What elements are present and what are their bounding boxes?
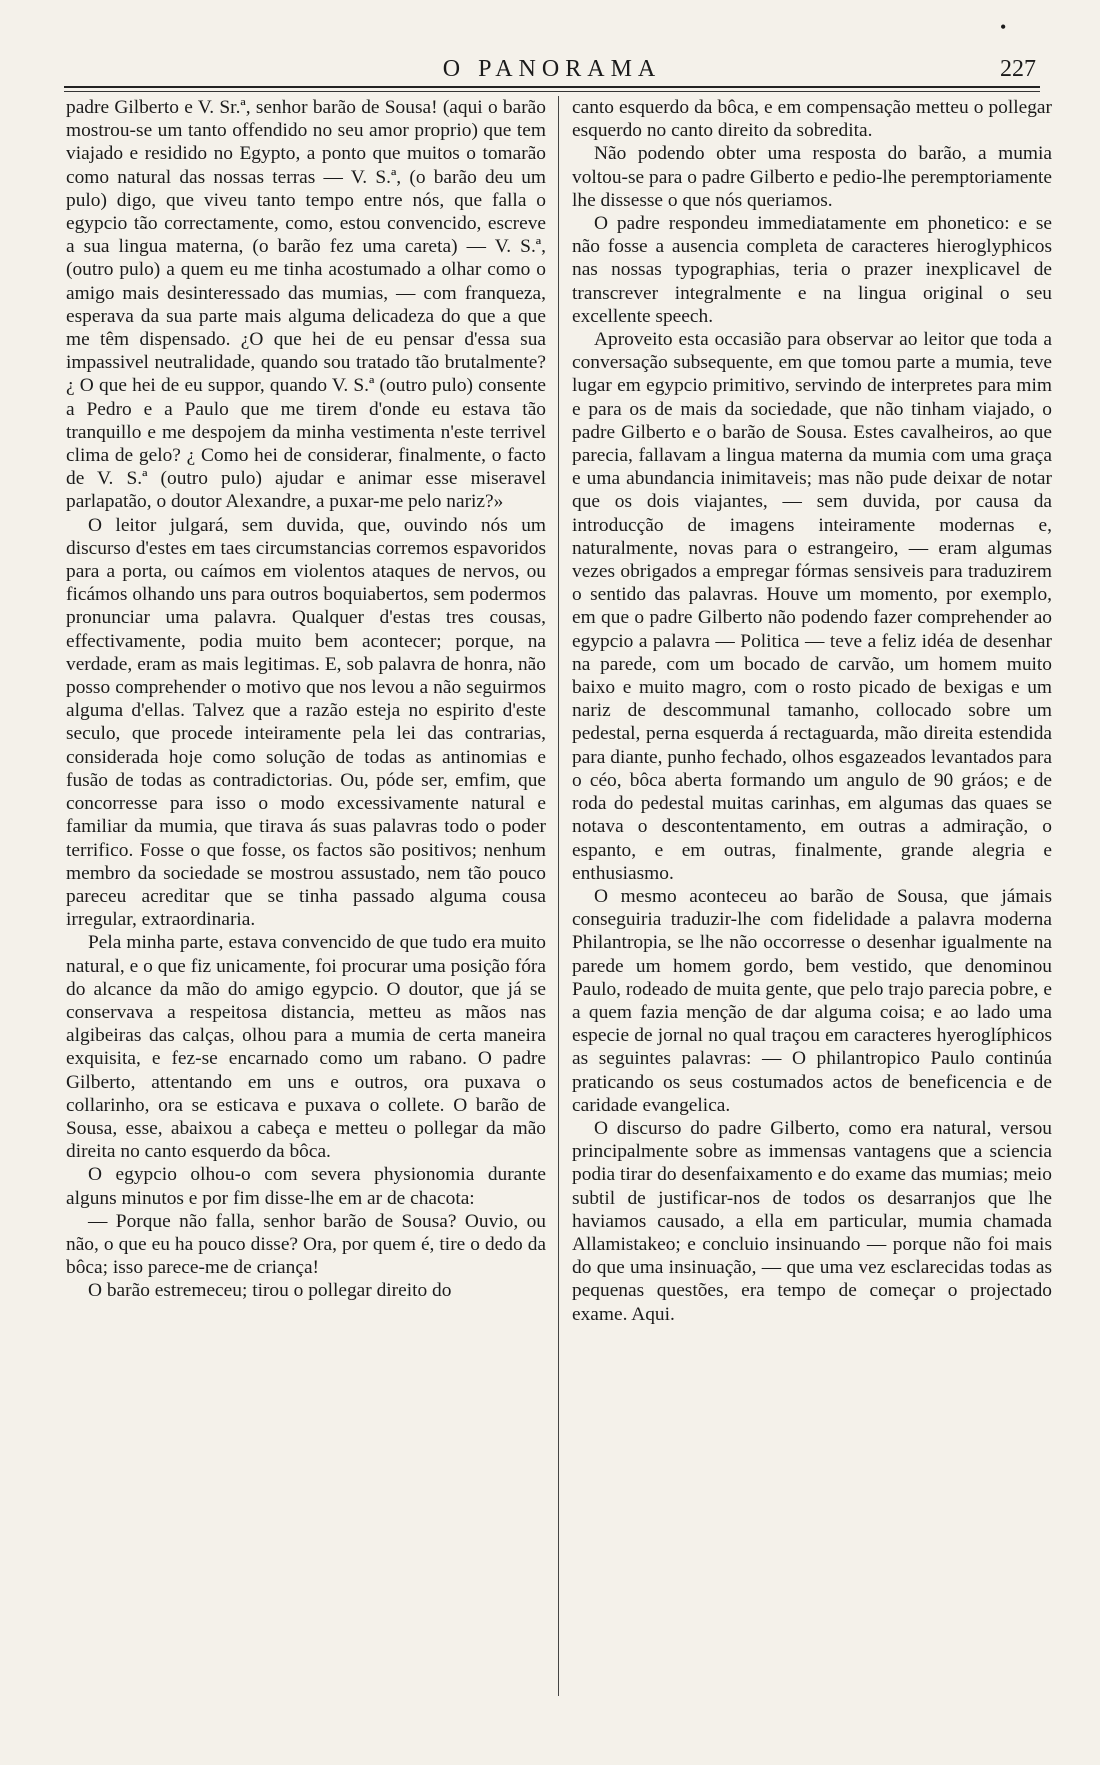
left-column [66, 96, 546, 1746]
page-header [64, 52, 1040, 86]
ink-dot: • [1000, 17, 1007, 37]
paragraph: Não podendo obter uma resposta do barão, a mumia voltou-se para o padre Gilberto e pedio-lhe peremptoriamente lhe dissesse o que nós queriamos. [572, 143, 1052, 211]
paragraph: O padre respondeu immediatamente em phonetico: e se não fosse a ausencia completa de caracteres hieroglyphicos nas nossas typographias, teria o prazer inexplicavel de transcrever integralmente e na lingua original o seu excellente speech. [572, 213, 1052, 327]
paragraph: O barão estremeceu; tirou o pollegar direito do [88, 1280, 452, 1302]
paragraph: padre Gilberto e V. Sr.ª, senhor barão de Sousa! (aqui o barão mostrou-se um tanto offendido no seu amor proprio) que tem viajado e residido no Egypto, a ponto que muitos o tomarão como natural das nossas terras — V. S.ª, (o barão deu um pulo) digo, que viveu tanto tempo entre nós, que falla o egypcio tão correctamente, como, estou convencido, escreve a sua lingua materna, (o barão fez uma careta) — V. S.ª, (outro pulo) a quem eu me tinha acostumado a olhar como o amigo mais desinteressado das mumias, — com franqueza, esperava da sua parte mais alguma delicadeza do que a que me têm dispensado. ¿O que hei de eu pensar d'essa sua impassivel neutralidade, quando sou tratado tão brutalmente? ¿ O que hei de eu suppor, quando V. S.ª (outro pulo) consente a Pedro e a Paulo que me tirem d'onde eu estava tão tranquillo e me despojem da minha vestimenta n'este terrivel clima de gelo? ¿ Como hei de considerar, finalmente, o facto de V. S.ª (outro pulo) ajudar e animar esse miseravel parlapatão, o doutor Alexandre, a puxar-me pelo nariz?» [66, 97, 546, 513]
header-rule [64, 86, 1040, 88]
paragraph: Pela minha parte, estava convencido de que tudo era muito natural, e o que fiz unicamente, foi procurar uma posição fóra do alcance da mão do amigo egypcio. O doutor, que já se conservava a respeitosa distancia, metteu as mãos nas algibeiras das calças, olhou para a mumia de certa maneira exquisita, e fez-se encarnado como um rabano. O padre Gilberto, attentando em uns e outros, ora puxava o collarinho, ora se esticava e puxava o collete. O barão de Sousa, esse, abaixou a cabeça e metteu o pollegar da mão direita no canto esquerdo da bôca. [66, 932, 546, 1163]
header-rule-thin [64, 91, 1040, 92]
paragraph: — Porque não falla, senhor barão de Sousa? Ouvio, ou não, o que eu ha pouco disse? Ora, por quem é, tire o dedo da bôca; isso parece-me de criança! [66, 1210, 546, 1279]
paragraph: O mesmo aconteceu ao barão de Sousa, que jámais conseguiria traduzir-lhe com fidelidade a palavra moderna Philantropia, se lhe não occorresse o desenhar igualmente na parede um homem gordo, bem vestido, que denominou Paulo, rodeado de muita gente, que pelo trajo parecia pobre, e a quem fazia menção de dar alguma coisa; e ao lado uma especie de jornal no qual traçou em caracteres hyeroglíphicos as seguintes palavras: — O philantropico Paulo continúa praticando os seus costumados actos de beneficencia e de caridade evangelica. [572, 885, 1052, 1116]
right-column [572, 96, 1052, 1746]
paragraph: Aproveito esta occasião para observar ao leitor que toda a conversação subsequente, em que tomou parte a mumia, teve lugar em egypcio primitivo, servindo de interpretes para mim e para os de mais da sociedade, que não tinham viajado, o padre Gilberto e o barão de Sousa. Estes cavalheiros, ao que parecia, fallavam a lingua materna da mumia com uma graça e uma abundancia inimitaveis; mas não pude deixar de notar que os dois viajantes, — sem duvida, por causa da introducção de imagens inteiramente modernas e, naturalmente, novas para o estrangeiro, — eram algumas vezes obrigados a empregar fórmas sensiveis para traduzirem o sentido das palavras. Houve um momento, por exemplo, em que o padre Gilberto não podendo fazer comprehender ao egypcio a palavra — Politica — teve a feliz idéa de desenhar na parede, com um bocado de carvão, um homem muito baixo e muito magro, com o rosto picado de bexigas e um nariz de descommunal tamanho, collocado sobre um pedestal, perna esquerda á rectaguarda, mão direita estendida para diante, punho fechado, olhos esgazeados levantados para o céo, bôca aberta formando um angulo de 90 gráos; e de roda do pedestal muitas carinhas, em algumas das quaes se notava o descontentamento, em outras a admiração, o espanto, e em outras, finalmente, grande alegria e enthusiasmo. [572, 329, 1052, 884]
paragraph: O egypcio olhou-o com severa physionomia durante alguns minutos e por fim disse-lhe em ar de chacota: [66, 1164, 546, 1209]
column-divider [558, 96, 559, 1696]
paragraph: O leitor julgará, sem duvida, que, ouvindo nós um discurso d'estes em taes circumstancias corremos espavoridos para a porta, ou caímos em violentos ataques de nervos, ou ficámos olhando uns para outros boquiabertos, sem podermos pronunciar uma palavra. Qualquer d'estas tres cousas, effectivamente, podia muito bem acontecer; porque, na verdade, eram as mais legitimas. E, sob palavra de honra, não posso comprehender o motivo que nos levou a não seguirmos alguma d'ellas. Talvez que a razão esteja no espirito d'este seculo, que procede inteiramente pela lei das contrarias, considerada hoje como solução de todas as antinomias e fusão de todas as contradictorias. Ou, póde ser, emfim, que concorresse para isso o modo excessivamente natural e familiar da mumia, que tirava ás suas palavras todo o poder terrifico. Fosse o que fosse, os factos são positivos; nenhum membro da sociedade se mostrou assustado, nem tão pouco pareceu acreditar que se tinha passado alguma cousa irregular, extraordinaria. [66, 514, 546, 931]
masthead-title: O PANORAMA [442, 56, 662, 82]
page-number: 227 [1000, 56, 1036, 82]
paragraph: canto esquerdo da bôca, e em compensação metteu o pollegar esquerdo no canto direito da sobredita. [572, 97, 1052, 142]
paragraph: O discurso do padre Gilberto, como era natural, versou principalmente sobre as immensas vantagens que a sciencia podia tirar do desenfaixamento e do exame das mumias; meio subtil de justificar-nos de todos os desarranjos que lhe haviamos causado, a ella em particular, mumia chamada Allamistakeo; e concluio insinuando — porque não foi mais do que uma insinuação, — que uma vez esclarecidas todas as pequenas questões, era tempo de começar o projectado exame. Aqui. [572, 1117, 1052, 1325]
